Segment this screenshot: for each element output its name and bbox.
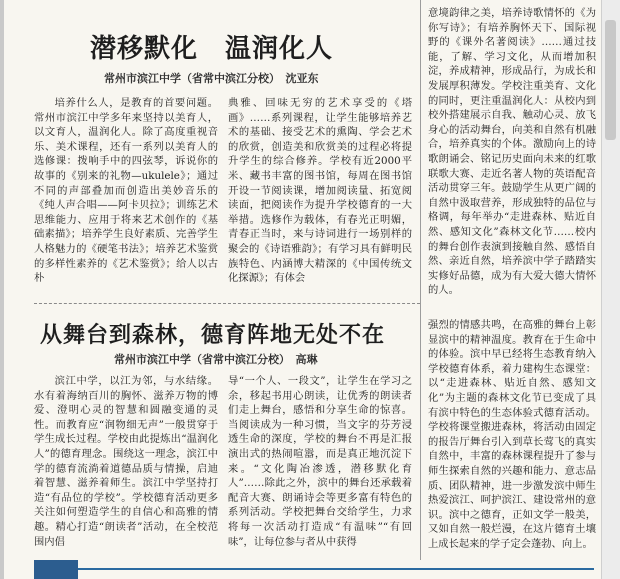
column-rule <box>420 0 421 560</box>
article1-byline: 常州市滨江中学（省常中滨江分校） 沈亚东 <box>104 72 319 85</box>
article2-column-2 <box>228 374 412 560</box>
article1-title: 潜移默化 温润化人 <box>90 34 334 64</box>
article2-column-3 <box>428 318 596 560</box>
article1-col2-text: 典雅、回味无穷的艺术享受的《塔画》……系列课程，让学生能够培养艺术的基础、接受艺术的熏陶、学会艺术的欣赏，创造美和欣赏美的过程必将提升学生的综合修养。学校有近2000平米、藏书丰富的图书馆，每周在图书馆开设一节阅读课，增加阅读量、拓宽阅读面，把阅读作为提升学校德育的一大举措。选修作为载体，有春光正明媚，青春正当时，来与诗词进行一场别样的聚会的《诗语雅韵》；有学习具有鲜明民族特色、内涵博大精深的《中国传统文化探源》；有体会 <box>228 97 412 285</box>
article-divider <box>34 303 420 304</box>
vertical-scrollbar[interactable] <box>601 0 620 579</box>
article2-byline: 常州市滨江中学（省常中滨江分校） 高琳 <box>114 353 318 366</box>
bottom-rule <box>34 568 594 570</box>
article2-col2-text: 导“一个人、一段文”，让学生在学习之余，移起书用心朗读，让优秀的朗读者们走上舞台，感悟和分享生命的惊喜。当阅读成为一种习惯，当文字的芬芳浸透生命的深度，学校的舞台不再是汇报演出式的热闹喧嚣，而是真正地沉淀下来。“文化陶冶渗透，潜移默化育人”……除此之外，滨中的舞台还承载着配音大赛、朗诵诗会等更多富有特色的系列活动。学校把舞台交给学生，力求将每一次活动打造成“有温味”“有回味”，让每位参与者从中获得 <box>228 375 412 548</box>
article1-col1-text: 培养什么人，是教育的首要问题。常州市滨江中学多年来坚持以美育人，以文育人，温润化人。除了高度重视音乐、美术课程，还有一系列以美育人的选修课：拨响手中的四弦琴，诉说你的故事的《别来的礼物—ukulele》；通过不同的声部叠加而创造出美妙音乐的《纯人声合唱——阿卡贝拉》；训练艺术思维能力、应用于将来艺术创作的《基础素描》；培养学生良好素质、完善学生人格魅力的《硬笔书法》；培养艺术鉴赏的多样性素养的《艺术鉴赏》；给人以古朴 <box>34 97 218 285</box>
scrollbar-thumb[interactable] <box>605 20 616 140</box>
article2-title: 从舞台到森林，德育阵地无处不在 <box>40 322 386 348</box>
article1-column-1 <box>34 96 218 292</box>
article2-col3-text: 强烈的情感共鸣，在高雅的舞台上彰显滨中的精神温度。教育在于生命中的体验。滨中早已经将生态教育纳入学校德育体系，着力建构生态课堂：以“走进森林、贴近自然、感知文化”为主题的森林文化节已变成了具有滨中特色的生态体验式德育活动。学校将课堂搬进森林，将活动由固定的报告厅舞台引入到草长莺飞的真实自然中，丰富的森林课程提升了参与师生探索自然的兴趣和能力、意志品质、团队精神，进一步激发滨中师生热爱滨江、呵护滨江、建设常州的意识。滨中之德育，正如文学一般美，又如自然一般烂漫，在这片德育土壤上成长起来的学子定会蓬勃、向上。 <box>428 319 596 550</box>
article2-col1-text: 滨江中学，以江为邻，与水结缘。水有着海纳百川的胸怀、滋养万物的博爱、澄明心灵的智慧和圆融变通的灵性。而教育应“润物细无声”一般贯穿于学生成长过程。学校由此提炼出“温润化人”的德育理念。围绕这一理念，滨江中学的德育流淌着道德品质与情操，启迪着智慧、滋养着师生。滨江中学坚持打造“有品位的学校”。学校德育活动更多关注如何塑造学生的自信心和高雅的情趣。精心打造“朗读者”活动，在全校范围内倡 <box>34 375 218 548</box>
article1-col3-text: 意境韵律之美，培养诗歌情怀的《为你写诗》；有培养胸怀天下、国际视野的《课外名著阅读》……通过技能，了解、学习文化，从而增加积淀，养成精神，形成品行，为成长和发展厚积薄发。学校注重美育、文化的同时，更注重温润化人：从校内到校外搭建展示自我、触动心灵、放飞身心的活动舞台，向美和自然有机融合，培养真实的个体。激励向上的诗歌朗诵会、铭记历史面向未来的红歌联歌大赛、走近名著人物的英语配音活动贯穿三年。鼓励学生从更广阔的自然中汲取营养，形成独特的品位与格调，每年举办“走进森林、贴近自然、感知文化”森林文化节……校内的舞台创作表演到接触自然、感悟自然、亲近自然，培养滨中学子踏踏实实修好品德，成为有大爱大德大情怀的人。 <box>428 7 596 296</box>
article1-column-3 <box>428 6 596 296</box>
next-article-marker <box>34 560 78 579</box>
article1-column-2 <box>228 96 412 292</box>
article2-column-1 <box>34 374 218 560</box>
